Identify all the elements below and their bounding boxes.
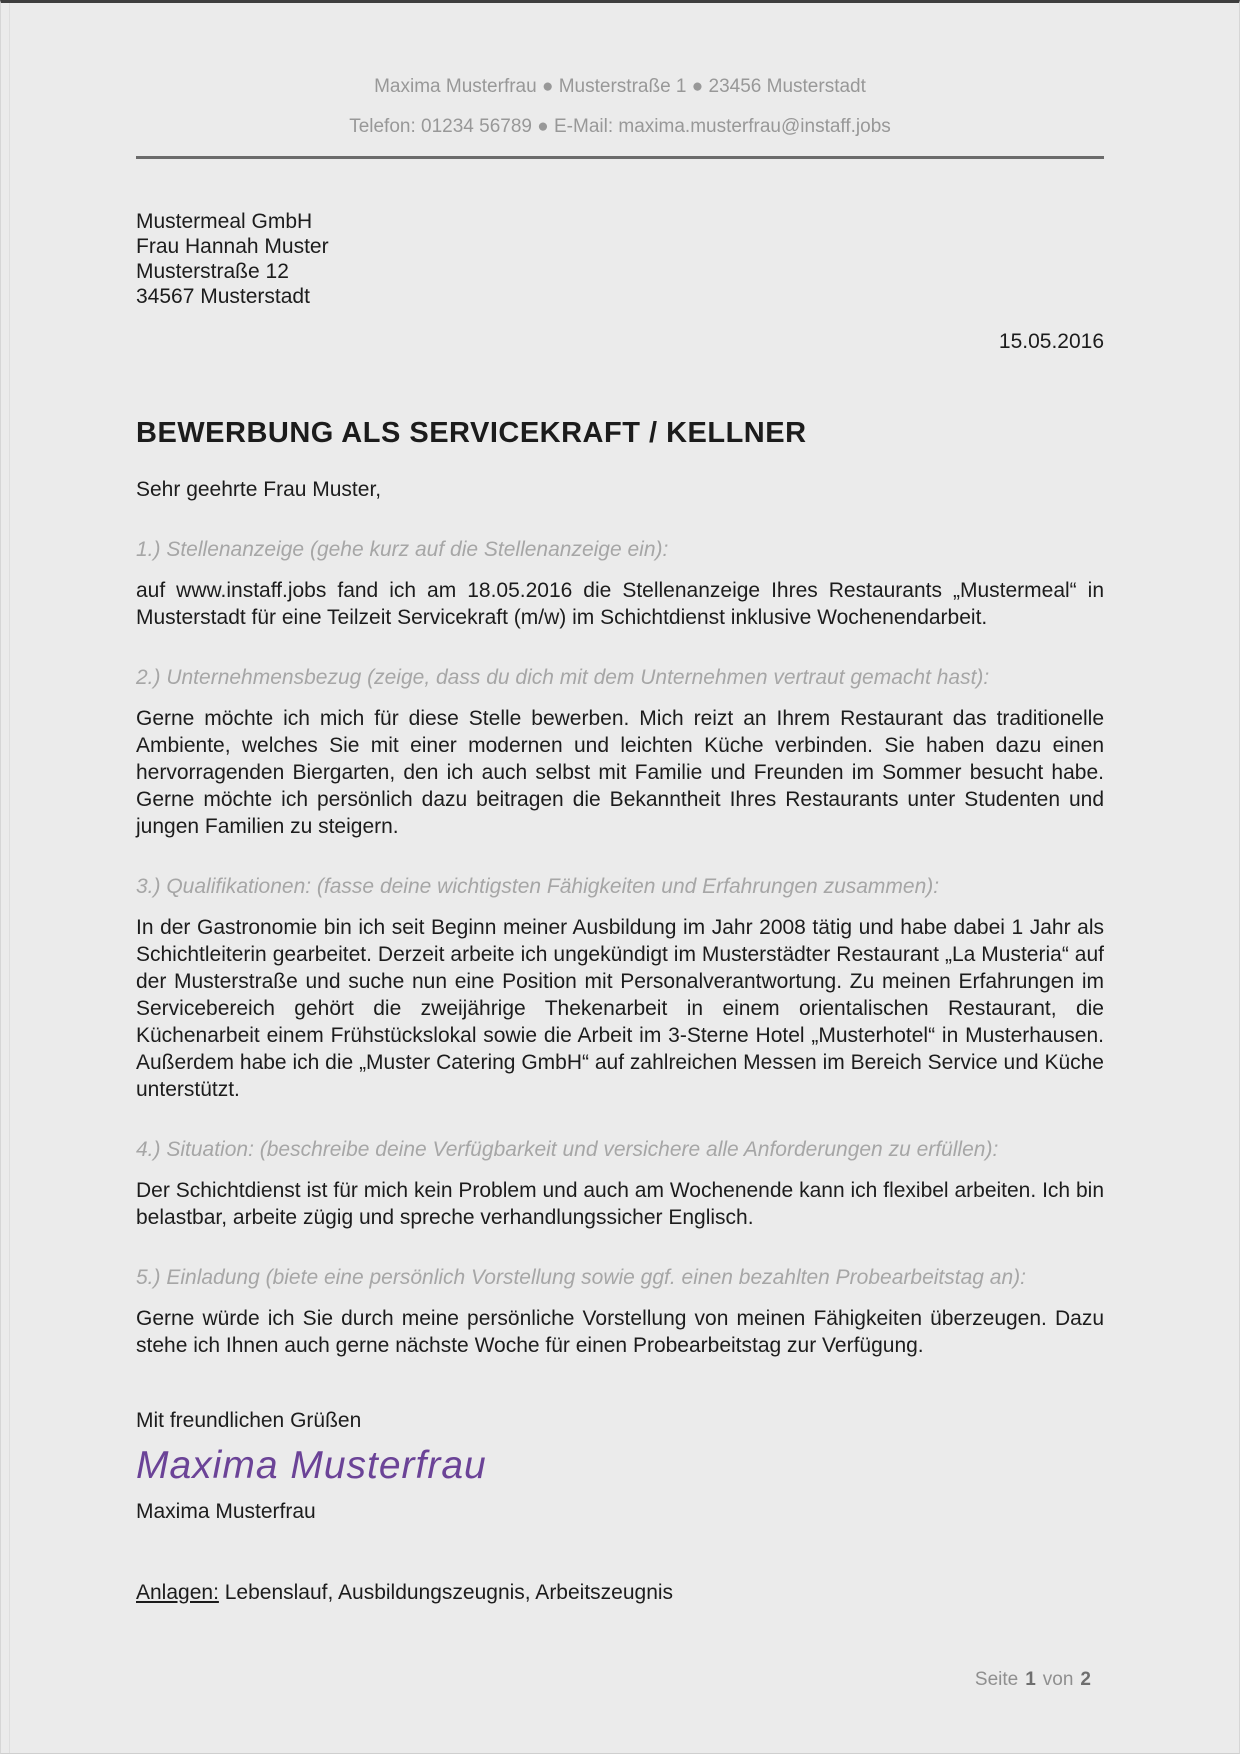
section-body: Gerne würde ich Sie durch meine persönliche Vorstellung von meinen Fähigkeiten überzeugen. Dazu stehe ich Ihnen auch gerne nächste Woche für einen Probearbeitstag zur Verfügung.	[136, 1307, 1104, 1357]
page-footer	[975, 1669, 1091, 1691]
recipient-street: Musterstraße 12	[136, 260, 289, 283]
recipient-company: Mustermeal GmbH	[136, 210, 313, 233]
section-body: Der Schichtdienst ist für mich kein Problem und auch am Wochenende kann ich flexibel arbeiten. Ich bin belastbar, arbeite zügig und spreche verhandlungssicher Englisch.	[136, 1179, 1104, 1229]
recipient-city: 34567 Musterstadt	[136, 285, 310, 308]
footer-page-number: 1	[1025, 1669, 1036, 1690]
section-einladung	[136, 1264, 1104, 1359]
printed-name: Maxima Musterfrau	[136, 1500, 316, 1523]
sender-contact-line: Maxima Musterfrau ● Musterstraße 1 ● 23456 Musterstadt	[374, 76, 866, 97]
handwritten-signature: Maxima Musterfrau	[136, 1444, 487, 1487]
section-heading: 4.) Situation: (beschreibe deine Verfügbarkeit und versichere alle Anforderungen zu erfüllen):	[136, 1138, 999, 1161]
subject-line: BEWERBUNG ALS SERVICEKRAFT / KELLNER	[136, 417, 807, 449]
section-heading: 2.) Unternehmensbezug (zeige, dass du dich mit dem Unternehmen vertraut gemacht hast):	[136, 666, 990, 689]
footer-word-of: von	[1042, 1669, 1074, 1690]
attachments-line	[136, 1579, 1104, 1606]
header-divider	[136, 156, 1104, 159]
sender-header	[136, 67, 1104, 147]
section-heading: 3.) Qualifikationen: (fasse deine wichtigsten Fähigkeiten und Erfahrungen zusammen):	[136, 875, 940, 898]
letter-date: 15.05.2016	[998, 330, 1104, 353]
section-unternehmensbezug	[136, 664, 1104, 840]
section-heading: 5.) Einladung (biete eine persönlich Vorstellung sowie ggf. einen bezahlten Probearbeitstag an):	[136, 1266, 1026, 1289]
section-qualifikationen	[136, 873, 1104, 1103]
letter-content	[1, 67, 1239, 1606]
footer-word-page: Seite	[974, 1669, 1019, 1690]
attachments-label: Anlagen:	[136, 1581, 219, 1604]
closing-phrase: Mit freundlichen Grüßen	[136, 1409, 362, 1432]
salutation: Sehr geehrte Frau Muster,	[136, 478, 382, 501]
sender-phone-email-line: Telefon: 01234 56789 ● E-Mail: maxima.musterfrau@instaff.jobs	[349, 116, 891, 137]
footer-total-pages: 2	[1080, 1669, 1091, 1690]
section-stellenanzeige	[136, 536, 1104, 631]
section-body: Gerne möchte ich mich für diese Stelle bewerben. Mich reizt an Ihrem Restaurant das traditionelle Ambiente, welches Sie mit einer modernen und leichten Küche verbinden. Sie haben dazu einen hervorragenden Biergarten, den ich auch selbst mit Familie und Freunden im Sommer besucht habe. Gerne möchte ich persönlich dazu beitragen die Bekanntheit Ihres Restaurants unter Studenten und jungen Familien zu steigern.	[136, 707, 1104, 838]
section-situation	[136, 1136, 1104, 1231]
section-body: auf www.instaff.jobs fand ich am 18.05.2016 die Stellenanzeige Ihres Restaurants „Mustermeal“ in Musterstadt für eine Teilzeit Servicekraft (m/w) im Schichtdienst inklusive Wochenendarbeit.	[136, 579, 1104, 629]
recipient-contact-person: Frau Hannah Muster	[136, 235, 329, 258]
attachments-list: Lebenslauf, Ausbildungszeugnis, Arbeitszeugnis	[218, 1581, 674, 1604]
recipient-address	[136, 209, 1104, 309]
section-body: In der Gastronomie bin ich seit Beginn meiner Ausbildung im Jahr 2008 tätig und habe dabei 1 Jahr als Schichtleiterin gearbeitet. Derzeit arbeite ich ungekündigt im Musterstädter Restaurant „La Musteria“ auf der Musterstraße und suche nun eine Position mit Personalverantwortung. Zu meinen Erfahrungen im Servicebereich gehört die zweijährige Thekenarbeit in einem orientalischen Restaurant, die Küchenarbeit einem Frühstückslokal sowie die Arbeit im 3-Sterne Hotel „Musterhotel“ in Musterhausen. Außerdem habe ich die „Muster Catering GmbH“ auf zahlreichen Messen im Bereich Service und Küche unterstützt.	[136, 916, 1104, 1101]
section-heading: 1.) Stellenanzeige (gehe kurz auf die Stellenanzeige ein):	[136, 538, 669, 561]
